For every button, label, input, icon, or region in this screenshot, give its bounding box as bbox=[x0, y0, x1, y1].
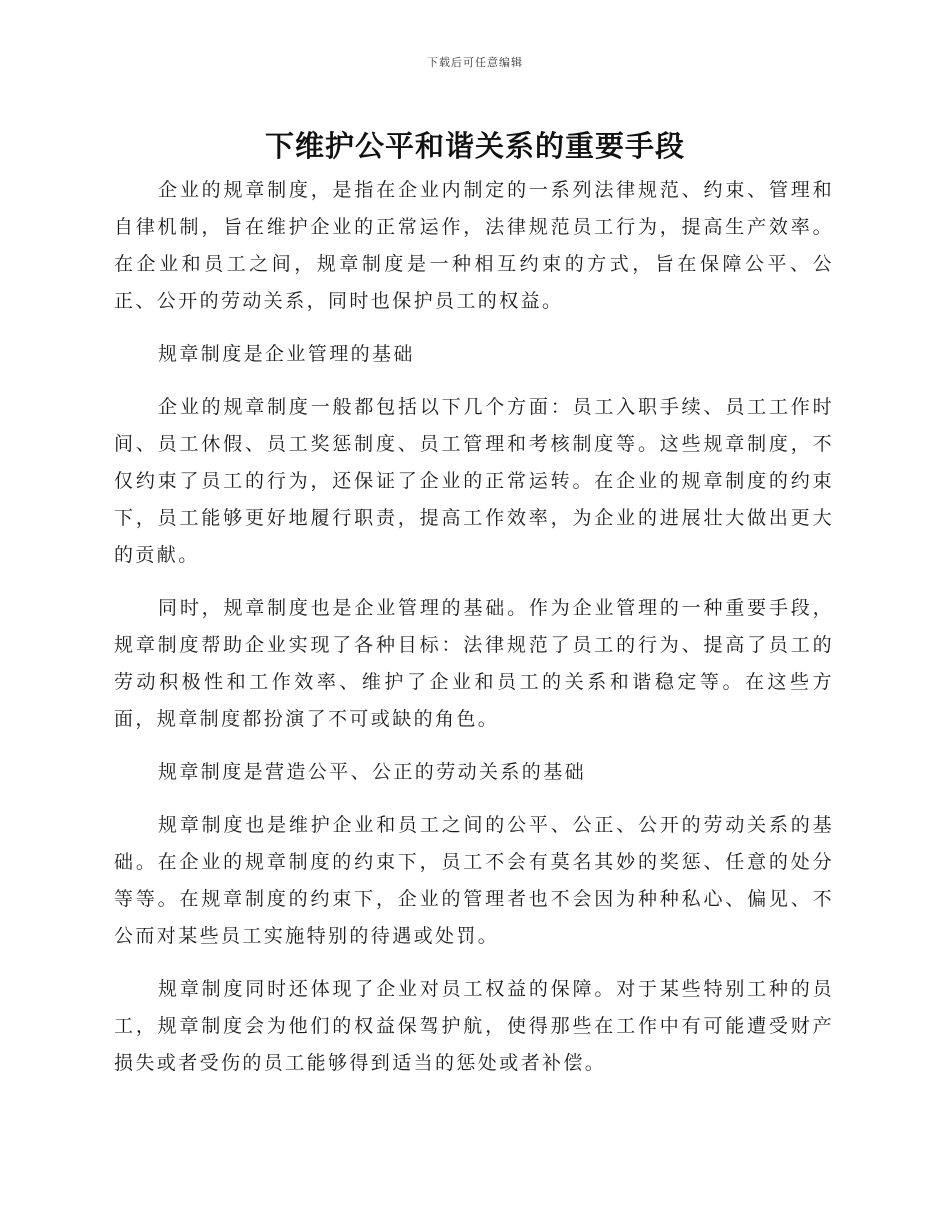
paragraph-intro: 企业的规章制度，是指在企业内制定的一系列法律规范、约束、管理和自律机制，旨在维护企业的正常运作，法律规范员工行为，提高生产效率。在企业和员工之间，规章制度是一种相互约束的方式，旨在保障公平、公正、公开的劳动关系，同时也保护员工的权益。 bbox=[114, 179, 834, 312]
document-body bbox=[114, 172, 834, 1098]
section-heading-management-basis: 规章制度是企业管理的基础 bbox=[158, 343, 415, 365]
paragraph-rights-protection: 规章制度同时还体现了企业对员工权益的保障。对于某些特别工种的员工，规章制度会为他们的权益保驾护航，使得那些在工作中有可能遭受财产损失或者受伤的员工能够得到适当的惩处或者补偿。 bbox=[114, 978, 834, 1074]
section-heading-fair-relations: 规章制度是营造公平、公正的劳动关系的基础 bbox=[158, 761, 587, 783]
header-note: 下载后可任意编辑 bbox=[427, 56, 523, 69]
document-title: 下维护公平和谐关系的重要手段 bbox=[264, 129, 685, 163]
paragraph-management-tool: 同时，规章制度也是企业管理的基础。作为企业管理的一种重要手段，规章制度帮助企业实现了各种目标：法律规范了员工的行为、提高了员工的劳动积极性和工作效率、维护了企业和员工的关系和谐稳定等。在这些方面，规章制度都扮演了不可或缺的角色。 bbox=[114, 597, 834, 730]
paragraph-fairness: 规章制度也是维护企业和员工之间的公平、公正、公开的劳动关系的基础。在企业的规章制度的约束下，员工不会有莫名其妙的奖惩、任意的处分等等。在规章制度的约束下，企业的管理者也不会因为种种私心、偏见、不公而对某些员工实施特别的待遇或处罚。 bbox=[114, 814, 834, 947]
paragraph-rules-content: 企业的规章制度一般都包括以下几个方面：员工入职手续、员工工作时间、员工休假、员工奖惩制度、员工管理和考核制度等。这些规章制度，不仅约束了员工的行为，还保证了企业的正常运转。在企业的规章制度的约束下，员工能够更好地履行职责，提高工作效率，为企业的进展壮大做出更大的贡献。 bbox=[114, 396, 834, 566]
